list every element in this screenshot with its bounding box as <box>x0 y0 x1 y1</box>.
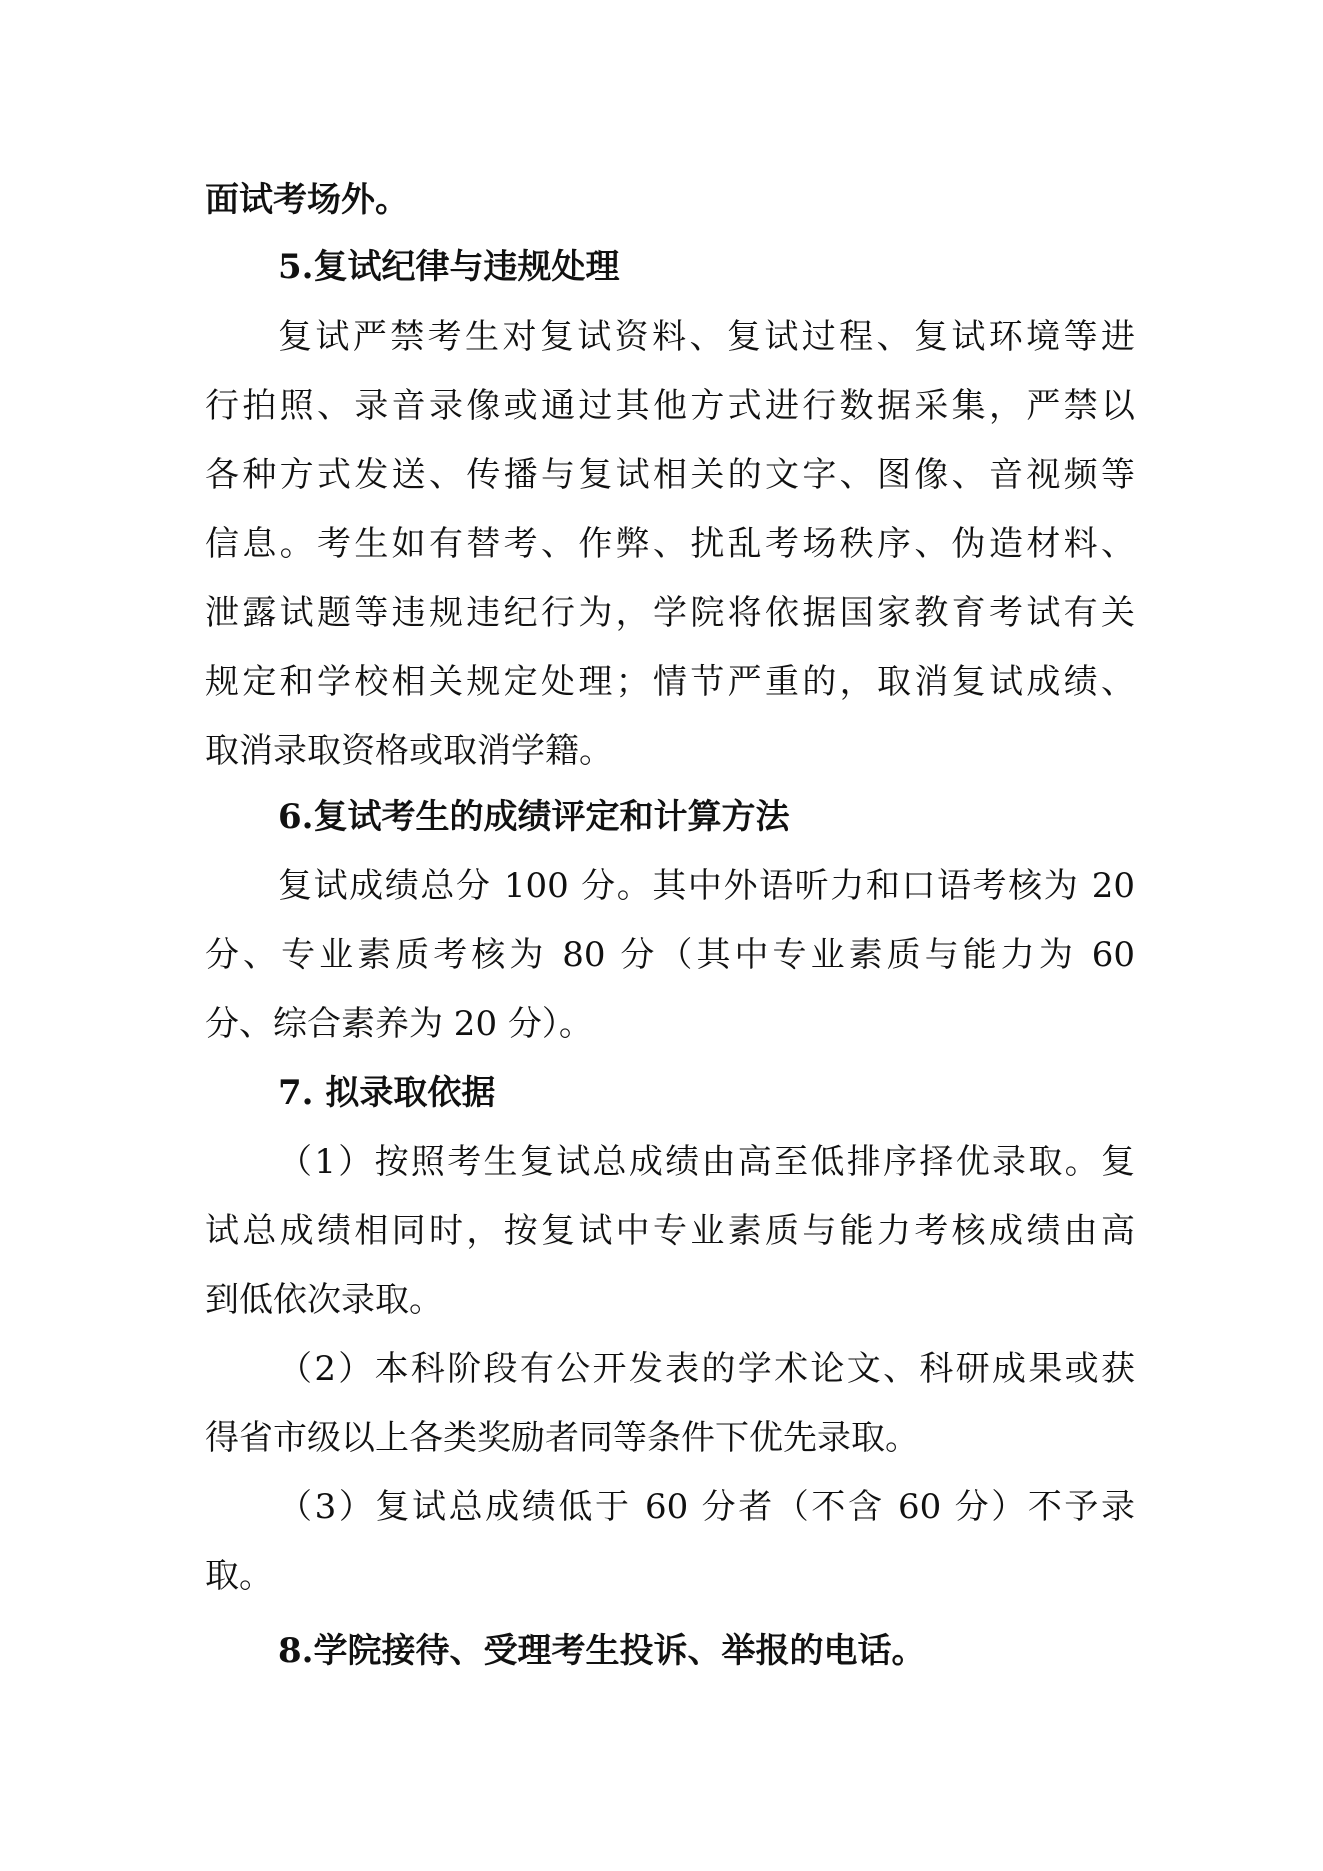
paragraph-line: 复试成绩总分 100 分。其中外语听力和口语考核为 20 <box>278 866 1135 906</box>
paragraph-line: 复试严禁考生对复试资料、复试过程、复试环境等进 <box>278 317 1135 357</box>
paragraph-line: 规定和学校相关规定处理；情节严重的，取消复试成绩、 <box>205 662 1135 702</box>
paragraph-line: 到低依次录取。 <box>205 1280 443 1320</box>
section-heading: 6.复试考生的成绩评定和计算方法 <box>278 797 790 837</box>
paragraph-line: 分、综合素养为 20 分）。 <box>205 1004 593 1044</box>
paragraph-line: （2）本科阶段有公开发表的学术论文、科研成果或获 <box>278 1349 1135 1389</box>
section-heading: 7. 拟录取依据 <box>278 1073 496 1113</box>
paragraph-line: 泄露试题等违规违纪行为，学院将依据国家教育考试有关 <box>205 593 1135 633</box>
paragraph-line: 各种方式发送、传播与复试相关的文字、图像、音视频等 <box>205 455 1135 495</box>
paragraph-line: 取消录取资格或取消学籍。 <box>205 731 613 771</box>
paragraph-line: 取。 <box>205 1556 273 1596</box>
section-heading: 8.学院接待、受理考生投诉、举报的电话。 <box>278 1631 926 1671</box>
paragraph-line: 试总成绩相同时，按复试中专业素质与能力考核成绩由高 <box>205 1211 1135 1251</box>
paragraph-line: 分、专业素质考核为 80 分（其中专业素质与能力为 60 <box>205 935 1135 975</box>
section-heading: 5.复试纪律与违规处理 <box>278 247 620 287</box>
paragraph-line: 得省市级以上各类奖励者同等条件下优先录取。 <box>205 1418 919 1458</box>
paragraph-line: 信息。考生如有替考、作弊、扰乱考场秩序、伪造材料、 <box>205 524 1135 564</box>
paragraph-line: （1）按照考生复试总成绩由高至低排序择优录取。复 <box>278 1142 1135 1182</box>
paragraph-line: （3）复试总成绩低于 60 分者（不含 60 分）不予录 <box>278 1487 1135 1527</box>
text-line: 面试考场外。 <box>205 180 409 220</box>
paragraph-line: 行拍照、录音录像或通过其他方式进行数据采集，严禁以 <box>205 386 1135 426</box>
